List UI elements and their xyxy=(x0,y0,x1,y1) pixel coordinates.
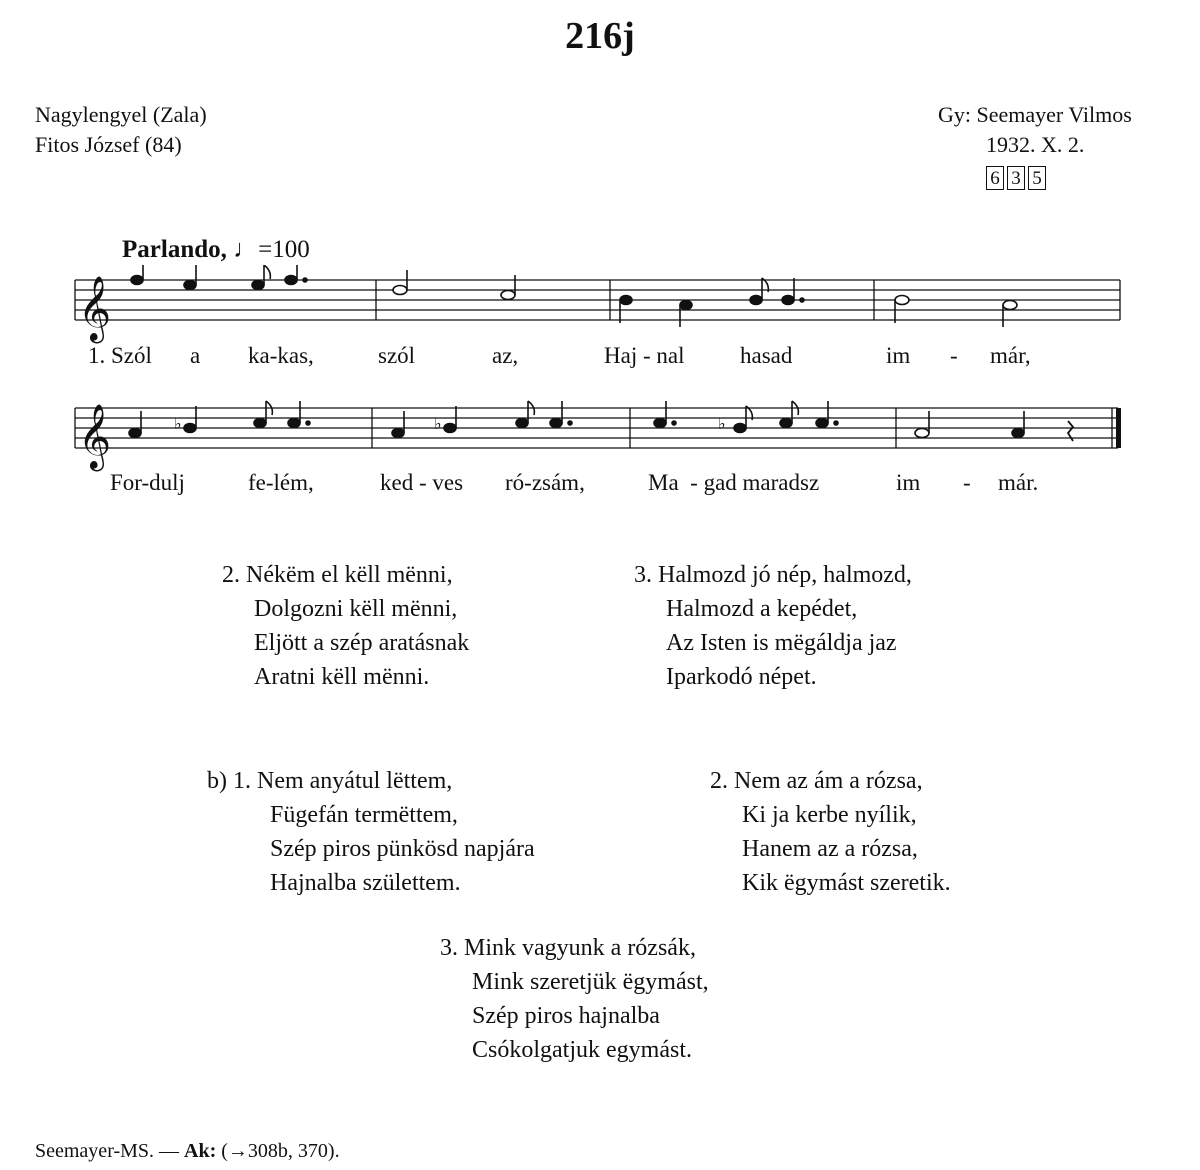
footer-ak-label: Ak: xyxy=(184,1140,217,1162)
lyric-syllable: fe-lém, xyxy=(248,470,314,495)
footer-ak-refs: (→308b, 370). xyxy=(221,1140,340,1162)
class-box: 5 xyxy=(1028,166,1046,190)
verse-line: Az Isten is mëgáldja jaz xyxy=(666,630,897,656)
lyric-syllable: im xyxy=(896,470,921,495)
verse-line: Mink szeretjük ëgymást, xyxy=(472,969,709,995)
verse-line: Ki ja kerbe nyílik, xyxy=(742,802,917,828)
lyric-syllable: szól xyxy=(378,343,416,368)
class-box: 6 xyxy=(986,166,1004,190)
lyric-syllable: már, xyxy=(990,343,1031,368)
footer-source xyxy=(35,1140,340,1163)
class-box: 3 xyxy=(1007,166,1025,190)
lyric-syllable: - xyxy=(963,470,971,495)
treble-clef-icon: 𝄞 xyxy=(78,404,112,469)
place-label: Nagylengyel (Zala) xyxy=(35,102,207,127)
verse-line: Halmozd a kepédet, xyxy=(666,596,858,622)
lyric-syllable: For-dulj xyxy=(110,470,185,495)
singer-label: Fitos József (84) xyxy=(35,132,182,157)
header-left xyxy=(35,100,207,160)
quarter-note-icon: ♩ xyxy=(233,236,259,263)
verse-line: Szép piros pünkösd napjára xyxy=(270,836,535,862)
lyric-syllable: im xyxy=(886,343,911,368)
svg-text:♭: ♭ xyxy=(174,414,182,433)
verse-line: b) 1. Nem anyátul lëttem, xyxy=(207,768,453,794)
lyric-syllable: már. xyxy=(998,470,1039,495)
variant-b-verse-3 xyxy=(440,931,709,1067)
lyric-syllable: Haj - nal xyxy=(604,343,685,368)
verse-line: 2. Nékëm el këll mënni, xyxy=(222,562,453,588)
date-label: 1932. X. 2. xyxy=(986,132,1085,157)
verse-line: Szép piros hajnalba xyxy=(472,1003,660,1029)
verse-line: 3. Halmozd jó nép, halmozd, xyxy=(634,562,912,588)
verse-line: 3. Mink vagyunk a rózsák, xyxy=(440,935,696,961)
treble-clef-icon: 𝄞 xyxy=(78,276,112,341)
tempo-value: =100 xyxy=(258,236,310,263)
lyric-syllable: a xyxy=(190,343,201,368)
lyric-syllable: ró-zsám, xyxy=(505,470,585,495)
verse-line: 2. Nem az ám a rózsa, xyxy=(710,768,923,794)
lyric-syllable: - xyxy=(950,343,958,368)
lyric-syllable: ked - ves xyxy=(380,470,464,495)
verse-line: Hajnalba születtem. xyxy=(270,870,461,896)
lyrics-line-1 xyxy=(0,343,1200,375)
verse-line: Dolgozni këll mënni, xyxy=(254,596,458,622)
svg-text:♭: ♭ xyxy=(718,414,726,433)
tempo-marking xyxy=(122,236,310,264)
lyric-syllable: az, xyxy=(492,343,519,368)
lyrics-line-2 xyxy=(0,470,1200,502)
verse-line: Aratni këll mënni. xyxy=(254,664,430,690)
verse-line: Eljött a szép aratásnak xyxy=(254,630,470,656)
svg-text:♭: ♭ xyxy=(434,414,442,433)
music-staff-2 xyxy=(0,393,1200,473)
footer-source-label: Seemayer-MS. — xyxy=(35,1140,180,1162)
collector-label: Gy: Seemayer Vilmos xyxy=(938,102,1132,127)
header-right xyxy=(938,100,1132,160)
verse-3 xyxy=(634,558,912,694)
lyric-syllable: Ma - gad maradsz xyxy=(648,470,820,495)
variant-b-verse-1 xyxy=(207,764,535,900)
verse-line: Kik ëgymást szeretik. xyxy=(742,870,951,896)
classification-boxes xyxy=(986,166,1046,190)
variant-b-verse-2 xyxy=(710,764,951,900)
music-staff-1 xyxy=(0,265,1200,345)
verse-line: Iparkodó népet. xyxy=(666,664,817,690)
lyric-syllable: 1. Szól xyxy=(88,343,152,368)
tempo-label: Parlando, xyxy=(122,236,227,263)
verse-line: Csókolgatjuk egymást. xyxy=(472,1037,692,1063)
verse-2 xyxy=(222,558,469,694)
verse-line: Hanem az a rózsa, xyxy=(742,836,918,862)
page-title: 216j xyxy=(565,15,635,57)
lyric-syllable: ka-kas, xyxy=(248,343,314,368)
verse-line: Fügefán termëttem, xyxy=(270,802,458,828)
lyric-syllable: hasad xyxy=(740,343,793,368)
